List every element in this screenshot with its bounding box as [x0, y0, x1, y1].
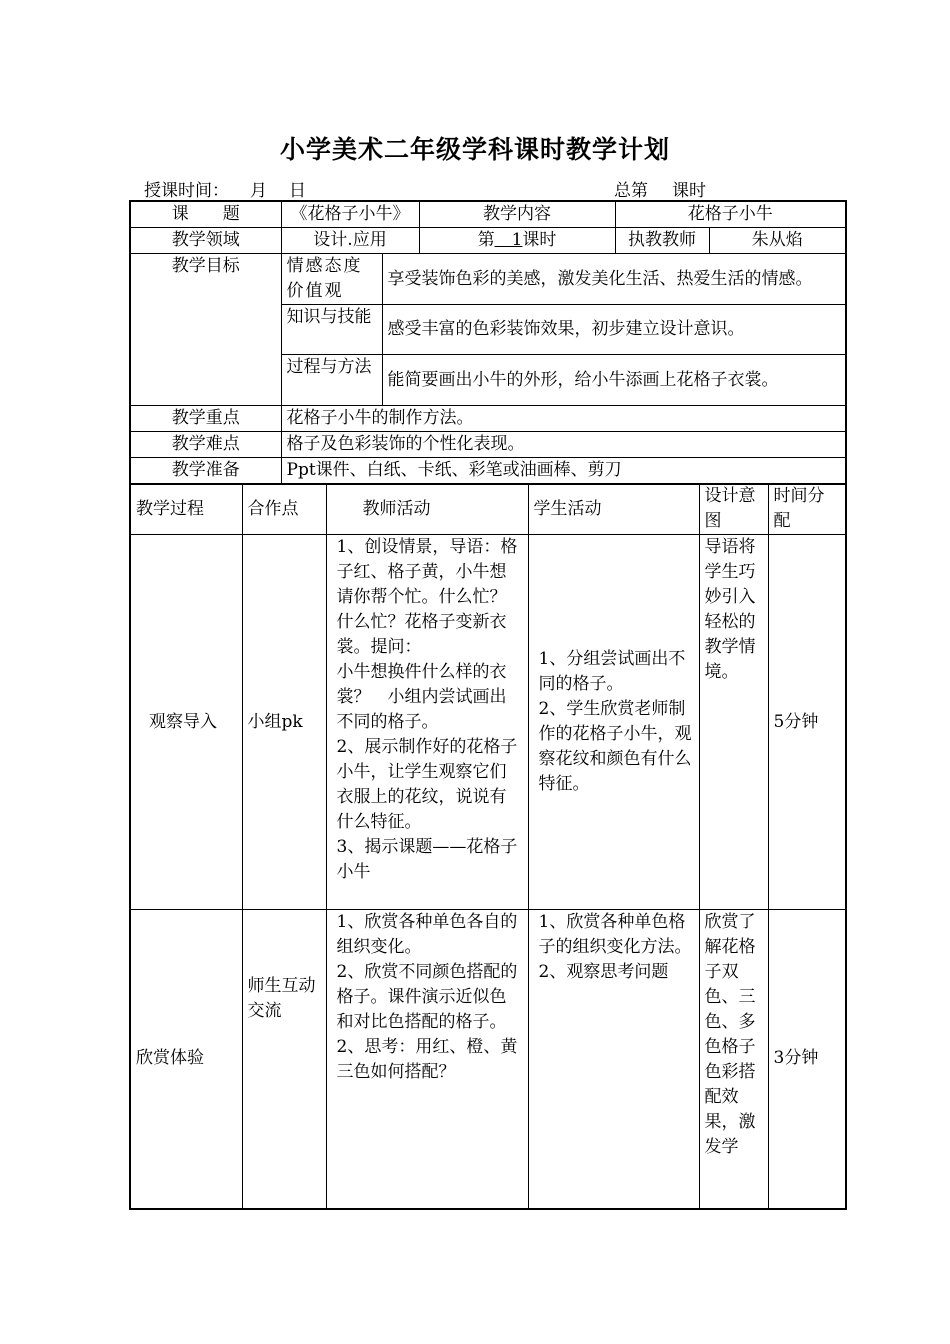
table-row [130, 535, 846, 910]
content-label: 教学内容 [419, 201, 615, 228]
stage-cell: 观察导入 [130, 535, 242, 910]
teacher-value: 朱从焰 [709, 228, 846, 254]
session-prefix: 第 [477, 230, 495, 250]
page-title: 小学美术二年级学科课时教学计划 [279, 135, 670, 164]
header-teacher: 教师活动 [326, 484, 528, 535]
teacher-activity: 1、创设情景，导语：格子红、格子黄，小牛想请你帮个忙。什么忙？什么忙？花格子变新衣裳。提问： 小牛想换件什么样的衣裳？ 小组内尝试画出不同的格子。 2、展示制作好的花格子小牛，让学生观察它们衣服上的花纹，说说有什么特征。 3、揭示课题——花格子小牛 [326, 535, 528, 910]
design-intent: 欣赏了解花格子双色、三色、多色格子色彩搭配效果，激发学 [699, 910, 768, 1209]
goal-text: 能简要画出小牛的外形，给小牛添画上花格子衣裳。 [382, 355, 846, 406]
class-time-label: 授课时间： [144, 181, 229, 201]
session-suffix: 课时 [522, 230, 557, 250]
design-intent: 导语将学生巧妙引入轻松的教学情境。 [699, 535, 768, 910]
time-cell: 3分钟 [768, 910, 846, 1209]
preparation-value: Ppt课件、白纸、卡纸、彩笔或油画棒、剪刀 [281, 458, 846, 485]
header-time: 时间分配 [768, 484, 846, 535]
total-label: 总第 [614, 181, 648, 201]
month-label: 月 [250, 181, 267, 201]
key-point-label: 教学重点 [130, 406, 281, 432]
difficulty-label: 教学难点 [130, 432, 281, 458]
coop-cell: 师生互动交流 [242, 910, 326, 1209]
teacher-activity: 1、欣赏各种单色各自的组织变化。 2、欣赏不同颜色搭配的格子。课件演示近似色和对比色搭配的格子。 2、思考：用红、橙、黄三色如何搭配？ [326, 910, 528, 1209]
student-activity: 1、欣赏各种单色格子的组织变化方法。 2、观察思考问题 [528, 910, 699, 1209]
session-cell [419, 228, 615, 254]
process-table [129, 483, 847, 1210]
goal-type: 过程与方法 [281, 355, 382, 406]
topic-label: 课 题 [130, 201, 281, 228]
table-row [130, 910, 846, 1209]
goal-text: 感受丰富的色彩装饰效果，初步建立设计意识。 [382, 305, 846, 355]
goal-label: 教学目标 [130, 254, 281, 406]
goal-text: 享受装饰色彩的美感，激发美化生活、热爱生活的情感。 [382, 254, 846, 305]
goal-type: 情感态度价值观 [281, 254, 382, 305]
header-student: 学生活动 [528, 484, 699, 535]
coop-cell: 小组pk [242, 535, 326, 910]
header-intent: 设计意图 [699, 484, 768, 535]
topic-value: 《花格子小牛》 [281, 201, 419, 228]
lesson-hour-label: 课时 [672, 181, 706, 201]
key-point-value: 花格子小牛的制作方法。 [281, 406, 846, 432]
student-activity: 1、分组尝试画出不同的格子。 2、学生欣赏老师制作的花格子小牛，观察花纹和颜色有什么特征。 [528, 535, 699, 910]
day-label: 日 [289, 181, 306, 201]
lesson-info-table [129, 200, 847, 485]
header-stage: 教学过程 [130, 484, 242, 535]
goal-type: 知识与技能 [281, 305, 382, 355]
header-coop: 合作点 [242, 484, 326, 535]
difficulty-value: 格子及色彩装饰的个性化表现。 [281, 432, 846, 458]
content-value: 花格子小牛 [615, 201, 846, 228]
preparation-label: 教学准备 [130, 458, 281, 485]
teacher-label: 执教教师 [615, 228, 709, 254]
session-number: 1 [511, 230, 523, 250]
field-label: 教学领域 [130, 228, 281, 254]
stage-cell: 欣赏体验 [130, 910, 242, 1209]
field-value: 设计.应用 [281, 228, 419, 254]
time-cell: 5分钟 [768, 535, 846, 910]
